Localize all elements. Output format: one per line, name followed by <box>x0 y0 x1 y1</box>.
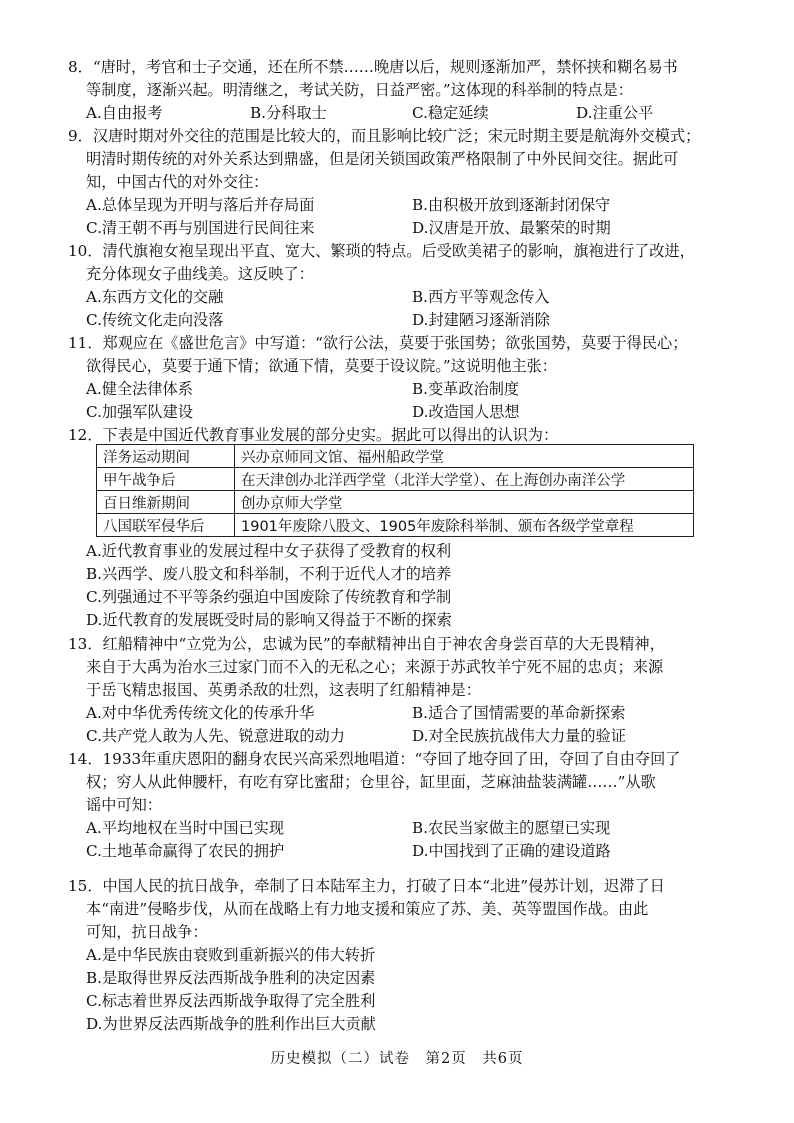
question-stem-line: 明清时期传统的对外关系达到鼎盛，但是闭关锁国政策严格限制了中外民间交往。据此可 <box>86 150 679 168</box>
options-row <box>68 840 728 863</box>
table-cell-period: 甲午战争后 <box>97 468 235 491</box>
option-d: D.注重公平 <box>576 104 654 122</box>
options-row <box>68 194 728 217</box>
question-9 <box>68 125 728 240</box>
question-stem-line: 本“南进”侵略步伐，从而在战略上有力地支援和策应了苏、美、英等盟国作战。由此 <box>86 900 649 918</box>
option-c: C.清王朝不再与别国进行民间往来 <box>86 219 315 237</box>
question-15 <box>68 875 728 1036</box>
table-cell-event: 1901年废除八股文、1905年废除科举制、颁布各级学堂章程 <box>235 514 694 537</box>
question-stem-line: 知，中国古代的对外交往： <box>86 173 269 191</box>
option-d: D.中国找到了正确的建设道路 <box>412 842 611 860</box>
options-row <box>68 401 728 424</box>
options-row <box>68 990 728 1013</box>
options-row <box>68 563 728 586</box>
question-stem-line: 15．中国人民的抗日战争，牵制了日本陆军主力，打破了日本“北进”侵苏计划，迟滞了日 <box>68 877 665 895</box>
question-stem-line: 14．1933年重庆恩阳的翻身农民兴高采烈地唱道：“夺回了地夺回了田，夺回了自由夺回了 <box>68 750 681 768</box>
option-b: B.变革政治制度 <box>412 380 520 398</box>
option-c: C.标志着世界反法西斯战争取得了完全胜利 <box>86 992 376 1010</box>
option-a: A.健全法律体系 <box>86 380 193 398</box>
option-c: C.列强通过不平等条约强迫中国废除了传统教育和学制 <box>86 588 452 606</box>
option-c: C.加强军队建设 <box>86 403 194 421</box>
option-b: B.分科取士 <box>250 104 327 122</box>
option-d: D.改造国人思想 <box>412 403 520 421</box>
option-b: B.农民当家做主的愿望已实现 <box>412 819 611 837</box>
options-row <box>68 702 728 725</box>
options-row <box>68 102 728 125</box>
page-footer: 历史模拟（二）试卷 第2页 共6页 <box>270 1051 524 1067</box>
question-stem-line: 13．红船精神中“立党为公，忠诚为民”的奉献精神出自于神农舍身尝百草的大无畏精神， <box>68 635 665 653</box>
options-row <box>68 944 728 967</box>
table-row <box>97 514 694 537</box>
question-stem-line: 10．清代旗袍女袍呈现出平直、宽大、繁琐的特点。后受欧美裙子的影响，旗袍进行了改进， <box>68 242 695 260</box>
question-stem-line: 12．下表是中国近代教育事业发展的部分史实。据此可以得出的认识为： <box>68 426 559 444</box>
option-a: A.是中华民族由衰败到重新振兴的伟大转折 <box>86 946 376 964</box>
options-row <box>68 540 728 563</box>
option-c: C.共产党人敢为人先、锐意进取的动力 <box>86 727 345 745</box>
options-row <box>68 725 728 748</box>
options-row <box>68 586 728 609</box>
options-row <box>68 378 728 401</box>
option-a: A.近代教育事业的发展过程中女子获得了受教育的权利 <box>86 542 452 560</box>
option-c: C.传统文化走向没落 <box>86 311 224 329</box>
question-stem-line: 11．郑观应在《盛世危言》中写道：“欲行公法，莫要于张国势；欲张国势，莫要于得民心； <box>68 334 688 352</box>
option-a: A.平均地权在当时中国已实现 <box>86 819 285 837</box>
option-a: A.东西方文化的交融 <box>86 288 224 306</box>
question-stem-line: 8．“唐时，考官和士子交通，还在所不禁……晚唐以后，规则逐渐加严，禁怀挟和糊名易书 <box>68 58 678 76</box>
options-row <box>68 309 728 332</box>
question-stem-line: 充分体现女子曲线美。这反映了： <box>86 265 314 283</box>
option-b: B.适合了国情需要的革命新探索 <box>412 704 626 722</box>
table-cell-event: 创办京师大学堂 <box>235 491 694 514</box>
option-d: D.封建陋习逐渐消除 <box>412 311 550 329</box>
options-row <box>68 967 728 990</box>
options-row <box>68 1013 728 1036</box>
option-c: C.稳定延续 <box>412 104 489 122</box>
options-row <box>68 609 728 632</box>
question-13 <box>68 633 728 748</box>
option-a: A.对中华优秀传统文化的传承升华 <box>86 704 315 722</box>
option-b: B.是取得世界反法西斯战争胜利的决定因素 <box>86 969 376 987</box>
table-cell-event: 兴办京师同文馆、福州船政学堂 <box>235 445 694 468</box>
options-row <box>68 217 728 240</box>
table-cell-event: 在天津创办北洋西学堂（北洋大学堂）、在上海创办南洋公学 <box>235 468 694 491</box>
question-8 <box>68 56 728 125</box>
options-row <box>68 286 728 309</box>
option-b: B.西方平等观念传入 <box>412 288 550 306</box>
table-row <box>97 445 694 468</box>
option-b: B.由积极开放到逐渐封闭保守 <box>412 196 611 214</box>
option-b: B.兴西学、废八股文和科举制，不利于近代人才的培养 <box>86 565 452 583</box>
table-cell-period: 八国联军侵华后 <box>97 514 235 537</box>
question-stem-line: 谣中可知： <box>86 796 162 814</box>
question-12-options <box>68 540 728 632</box>
question-10 <box>68 240 728 332</box>
question-stem-line: 于岳飞精忠报国、英勇杀敌的壮烈，这表明了红船精神是： <box>86 681 481 699</box>
question-stem-line: 可知，抗日战争： <box>86 923 208 941</box>
question-stem-line: 等制度，逐渐兴起。明清继之，考试关防，日益严密。”这体现的科举制的特点是： <box>86 81 633 99</box>
table-cell-period: 洋务运动期间 <box>97 445 235 468</box>
question-stem-line: 权；穷人从此伸腰杆，有吃有穿比蜜甜；仓里谷，缸里面，芝麻油盐装满罐……”从歌 <box>86 773 656 791</box>
question-stem-line: 9．汉唐时期对外交往的范围是比较大的，而且影响比较广泛；宋元时期主要是航海外交模式； <box>68 127 701 145</box>
options-row <box>68 817 728 840</box>
question-stem-line: 欲得民心，莫要于通下情；欲通下情，莫要于设议院。”这说明他主张： <box>86 357 557 375</box>
question-stem-line: 来自于大禹为治水三过家门而不入的无私之心；来源于苏武牧羊宁死不屈的忠贞；来源 <box>86 658 664 676</box>
option-d: D.近代教育的发展既受时局的影响又得益于不断的探索 <box>86 611 452 629</box>
question-11 <box>68 332 728 424</box>
option-d: D.对全民族抗战伟大力量的验证 <box>412 727 626 745</box>
option-a: A.自由报考 <box>86 104 163 122</box>
history-table <box>96 444 694 537</box>
option-d: D.为世界反法西斯战争的胜利作出巨大贡献 <box>86 1015 376 1033</box>
question-14 <box>68 748 728 863</box>
table-row <box>97 468 694 491</box>
table-cell-period: 百日维新期间 <box>97 491 235 514</box>
option-c: C.土地革命赢得了农民的拥护 <box>86 842 285 860</box>
table-row <box>97 491 694 514</box>
option-a: A.总体呈现为开明与落后并存局面 <box>86 196 315 214</box>
option-d: D.汉唐是开放、最繁荣的时期 <box>412 219 611 237</box>
